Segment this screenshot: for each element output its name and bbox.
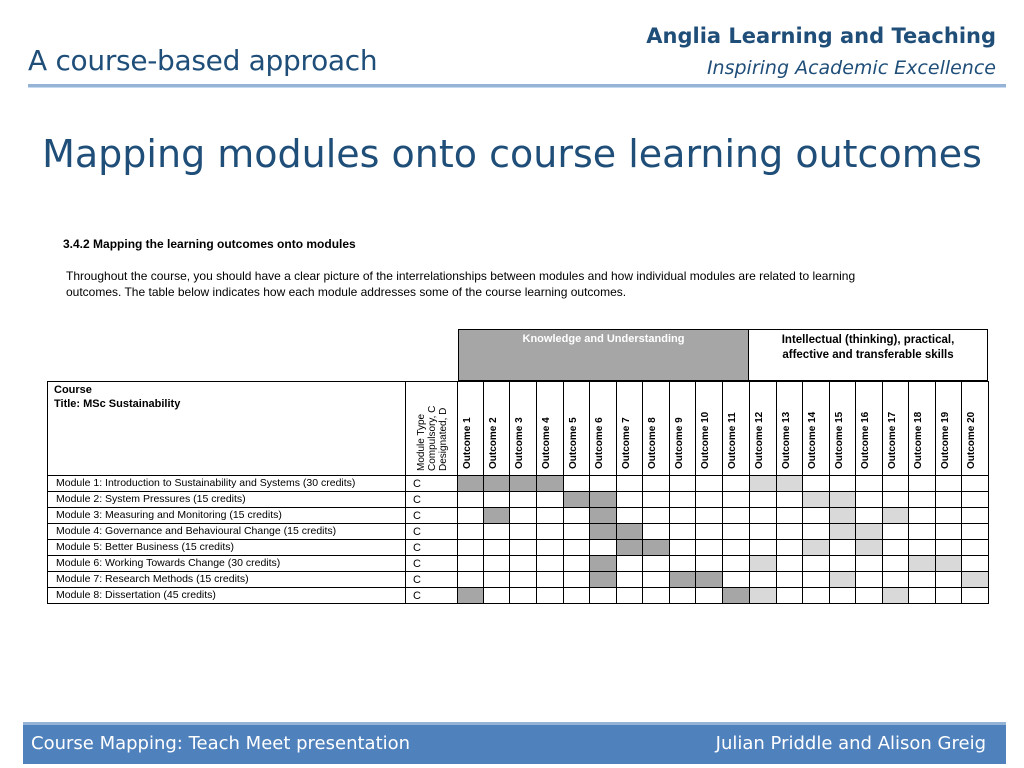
- outcome-cell: [564, 588, 590, 604]
- outcome-cell: [458, 508, 484, 524]
- outcome-cell: [537, 572, 564, 588]
- module-type: C: [406, 476, 458, 492]
- outcome-cell: [883, 572, 909, 588]
- course-title: Title: MSc Sustainability: [54, 398, 181, 410]
- outcome-cell: [537, 588, 564, 604]
- mapped-outcome-cell: [830, 508, 856, 524]
- outcome-cell: [696, 588, 723, 604]
- outcome-cell: [723, 508, 750, 524]
- outcome-cell: [484, 540, 510, 556]
- outcome-cell: [670, 476, 696, 492]
- mapped-outcome-cell: [590, 556, 617, 572]
- outcome-cell: [723, 540, 750, 556]
- outcome-cell: [617, 556, 643, 572]
- mapped-outcome-cell: [537, 476, 564, 492]
- mapped-outcome-cell: [777, 476, 803, 492]
- outcome-cell: [856, 492, 883, 508]
- footer-left-text: Course Mapping: Teach Meet presentation: [31, 733, 411, 754]
- outcome-cell: [883, 524, 909, 540]
- outcome-header-3: [510, 381, 537, 476]
- outcome-header-label: Outcome 7: [621, 417, 632, 469]
- outcome-header-2: [484, 381, 510, 476]
- mapped-outcome-cell: [643, 540, 670, 556]
- module-type: C: [406, 572, 458, 588]
- module-name: Module 5: Better Business (15 credits): [47, 540, 406, 556]
- outcome-cell: [962, 508, 989, 524]
- module-type: C: [406, 588, 458, 604]
- outcome-cell: [803, 508, 830, 524]
- outcome-header-label: Outcome 15: [834, 411, 845, 469]
- module-type: C: [406, 524, 458, 540]
- outcome-cell: [936, 476, 962, 492]
- outcome-cell: [856, 476, 883, 492]
- outcome-cell: [590, 476, 617, 492]
- outcome-cell: [537, 556, 564, 572]
- outcome-cell: [750, 492, 777, 508]
- outcome-header-label: Outcome 10: [700, 411, 711, 469]
- outcome-header-15: [830, 381, 856, 476]
- outcome-cell: [830, 588, 856, 604]
- outcome-cell: [484, 588, 510, 604]
- outcome-cell: [696, 508, 723, 524]
- outcome-header-label: Outcome 13: [781, 411, 792, 469]
- outcome-cell: [962, 556, 989, 572]
- outcome-cell: [670, 588, 696, 604]
- outcome-cell: [670, 492, 696, 508]
- mapped-outcome-cell: [458, 588, 484, 604]
- outcome-cell: [458, 572, 484, 588]
- mapped-outcome-cell: [696, 572, 723, 588]
- outcome-cell: [537, 492, 564, 508]
- outcome-cell: [670, 556, 696, 572]
- outcome-cell: [777, 524, 803, 540]
- outcome-cell: [777, 588, 803, 604]
- outcome-cell: [564, 572, 590, 588]
- mapped-outcome-cell: [830, 524, 856, 540]
- module-type: C: [406, 492, 458, 508]
- outcome-cell: [909, 508, 936, 524]
- mapped-outcome-cell: [484, 508, 510, 524]
- mapped-outcome-cell: [564, 492, 590, 508]
- outcome-cell: [510, 492, 537, 508]
- outcome-cell: [803, 588, 830, 604]
- outcome-header-label: Outcome 3: [514, 417, 525, 469]
- mapped-outcome-cell: [856, 524, 883, 540]
- outcome-header-18: [909, 381, 936, 476]
- outcome-header-17: [883, 381, 909, 476]
- outcome-cell: [643, 588, 670, 604]
- outcome-cell: [643, 476, 670, 492]
- outcome-cell: [803, 572, 830, 588]
- outcome-header-label: Outcome 1: [462, 417, 473, 469]
- module-type: C: [406, 540, 458, 556]
- outcome-cell: [962, 524, 989, 540]
- footer-right-text: Julian Priddle and Alison Greig: [715, 733, 986, 754]
- outcome-cell: [909, 524, 936, 540]
- outcome-cell: [856, 572, 883, 588]
- outcome-cell: [617, 572, 643, 588]
- module-name: Module 8: Dissertation (45 credits): [47, 588, 406, 604]
- outcome-cell: [777, 508, 803, 524]
- outcome-header-label: Outcome 9: [674, 417, 685, 469]
- outcome-cell: [909, 540, 936, 556]
- outcome-header-4: [537, 381, 564, 476]
- module-type-header-text: Module Type Compulsory, C Designated, D: [416, 405, 449, 471]
- outcome-cell: [643, 492, 670, 508]
- mapped-outcome-cell: [590, 508, 617, 524]
- outcome-cell: [564, 476, 590, 492]
- outcome-cell: [856, 508, 883, 524]
- outcome-cell: [883, 492, 909, 508]
- mapped-outcome-cell: [909, 556, 936, 572]
- footer-bar: [23, 722, 1006, 764]
- outcome-cell: [830, 556, 856, 572]
- outcome-cell: [750, 524, 777, 540]
- outcome-cell: [510, 556, 537, 572]
- mapped-outcome-cell: [590, 572, 617, 588]
- outcome-cell: [962, 540, 989, 556]
- outcome-cell: [617, 476, 643, 492]
- outcome-cell: [458, 524, 484, 540]
- outcome-cell: [750, 572, 777, 588]
- outcome-cell: [856, 588, 883, 604]
- outcome-cell: [564, 540, 590, 556]
- document-heading: 3.4.2 Mapping the learning outcomes onto modules: [63, 237, 356, 251]
- outcome-cell: [723, 524, 750, 540]
- outcome-cell: [777, 572, 803, 588]
- outcome-cell: [883, 540, 909, 556]
- outcome-cell: [723, 476, 750, 492]
- outcome-header-14: [803, 381, 830, 476]
- module-name: Module 4: Governance and Behavioural Change (15 credits): [47, 524, 406, 540]
- outcome-cell: [564, 556, 590, 572]
- mapped-outcome-cell: [803, 492, 830, 508]
- outcome-cell: [564, 524, 590, 540]
- outcome-cell: [510, 540, 537, 556]
- outcome-cell: [909, 588, 936, 604]
- outcome-header-label: Outcome 17: [887, 411, 898, 469]
- module-name: Module 6: Working Towards Change (30 credits): [47, 556, 406, 572]
- outcome-header-label: Outcome 8: [647, 417, 658, 469]
- outcome-cell: [643, 556, 670, 572]
- outcome-header-12: [750, 381, 777, 476]
- knowledge-group-header: Knowledge and Understanding: [458, 329, 749, 381]
- mapped-outcome-cell: [670, 572, 696, 588]
- outcome-cell: [962, 588, 989, 604]
- outcome-cell: [936, 572, 962, 588]
- outcome-cell: [936, 508, 962, 524]
- outcome-cell: [510, 572, 537, 588]
- outcome-cell: [723, 572, 750, 588]
- outcome-cell: [617, 492, 643, 508]
- outcome-header-5: [564, 381, 590, 476]
- brand-tagline: Inspiring Academic Excellence: [706, 57, 996, 79]
- mapped-outcome-cell: [883, 508, 909, 524]
- outcome-cell: [458, 556, 484, 572]
- mapped-outcome-cell: [590, 524, 617, 540]
- outcome-header-label: Outcome 14: [807, 411, 818, 469]
- mapped-outcome-cell: [750, 556, 777, 572]
- module-name: Module 2: System Pressures (15 credits): [47, 492, 406, 508]
- outcome-cell: [643, 524, 670, 540]
- outcome-cell: [484, 556, 510, 572]
- outcome-cell: [777, 556, 803, 572]
- outcome-cell: [670, 540, 696, 556]
- outcome-cell: [936, 588, 962, 604]
- outcome-cell: [856, 556, 883, 572]
- mapped-outcome-cell: [962, 572, 989, 588]
- brand-name: Anglia Learning and Teaching: [646, 24, 996, 48]
- outcome-cell: [962, 476, 989, 492]
- outcome-cell: [909, 572, 936, 588]
- outcome-cell: [803, 556, 830, 572]
- outcome-cell: [458, 492, 484, 508]
- outcome-cell: [750, 540, 777, 556]
- outcome-cell: [696, 476, 723, 492]
- outcome-cell: [830, 476, 856, 492]
- module-name: Module 1: Introduction to Sustainability and Systems (30 credits): [47, 476, 406, 492]
- outcome-cell: [617, 588, 643, 604]
- outcome-header-label: Outcome 5: [568, 417, 579, 469]
- outcome-header-16: [856, 381, 883, 476]
- deck-title: A course-based approach: [28, 44, 378, 77]
- outcome-cell: [777, 540, 803, 556]
- outcome-cell: [723, 492, 750, 508]
- outcome-cell: [537, 540, 564, 556]
- outcome-cell: [696, 524, 723, 540]
- outcome-cell: [564, 508, 590, 524]
- outcome-header-label: Outcome 20: [966, 411, 977, 469]
- module-name: Module 7: Research Methods (15 credits): [47, 572, 406, 588]
- outcome-cell: [723, 556, 750, 572]
- mapped-outcome-cell: [883, 588, 909, 604]
- course-label: Course: [54, 384, 92, 396]
- outcome-cell: [777, 492, 803, 508]
- slide-title: Mapping modules onto course learning outcomes: [42, 132, 982, 176]
- course-header-cell: [47, 381, 406, 476]
- outcome-header-label: Outcome 16: [860, 411, 871, 469]
- outcome-header-label: Outcome 19: [940, 411, 951, 469]
- mapped-outcome-cell: [484, 476, 510, 492]
- outcome-header-10: [696, 381, 723, 476]
- mapped-outcome-cell: [936, 556, 962, 572]
- outcome-header-8: [643, 381, 670, 476]
- outcome-cell: [696, 540, 723, 556]
- outcome-cell: [936, 540, 962, 556]
- outcome-cell: [883, 556, 909, 572]
- mapped-outcome-cell: [458, 476, 484, 492]
- outcome-cell: [803, 524, 830, 540]
- outcome-header-1: [458, 381, 484, 476]
- module-name: Module 3: Measuring and Monitoring (15 credits): [47, 508, 406, 524]
- outcome-cell: [510, 508, 537, 524]
- outcome-cell: [750, 508, 777, 524]
- mapped-outcome-cell: [617, 524, 643, 540]
- mapped-outcome-cell: [830, 492, 856, 508]
- outcome-cell: [458, 540, 484, 556]
- mapped-outcome-cell: [830, 572, 856, 588]
- outcome-cell: [484, 524, 510, 540]
- outcome-cell: [936, 524, 962, 540]
- outcome-cell: [510, 524, 537, 540]
- document-paragraph: Throughout the course, you should have a clear picture of the interrelationships between modules and how individual modules are related to learning outcomes. The table below indicates how each module addresses some of the course learning outcomes.: [66, 269, 856, 299]
- outcome-cell: [909, 492, 936, 508]
- module-type: C: [406, 508, 458, 524]
- outcome-cell: [909, 476, 936, 492]
- outcome-cell: [962, 492, 989, 508]
- outcome-cell: [484, 572, 510, 588]
- mapped-outcome-cell: [590, 492, 617, 508]
- outcome-header-label: Outcome 2: [488, 417, 499, 469]
- outcome-header-label: Outcome 11: [727, 412, 738, 469]
- outcome-cell: [643, 508, 670, 524]
- outcome-cell: [803, 476, 830, 492]
- mapped-outcome-cell: [856, 540, 883, 556]
- outcome-cell: [696, 492, 723, 508]
- skills-group-header: Intellectual (thinking), practical, affective and transferable skills: [749, 329, 988, 381]
- outcome-header-7: [617, 381, 643, 476]
- outcome-header-label: Outcome 12: [754, 411, 765, 469]
- outcome-header-label: Outcome 6: [594, 417, 605, 469]
- module-type-header: [406, 381, 458, 476]
- mapped-outcome-cell: [750, 588, 777, 604]
- outcome-header-19: [936, 381, 962, 476]
- outcome-cell: [537, 508, 564, 524]
- mapped-outcome-cell: [617, 540, 643, 556]
- outcome-cell: [643, 572, 670, 588]
- outcome-cell: [537, 524, 564, 540]
- outcome-header-label: Outcome 18: [913, 411, 924, 469]
- outcome-cell: [670, 524, 696, 540]
- mapped-outcome-cell: [510, 476, 537, 492]
- mapped-outcome-cell: [750, 476, 777, 492]
- outcome-cell: [590, 588, 617, 604]
- outcome-cell: [830, 540, 856, 556]
- outcome-header-label: Outcome 4: [541, 417, 552, 469]
- outcome-cell: [484, 492, 510, 508]
- outcome-header-9: [670, 381, 696, 476]
- outcome-cell: [617, 508, 643, 524]
- outcome-cell: [696, 556, 723, 572]
- outcome-header-20: [962, 381, 989, 476]
- outcome-header-11: [723, 381, 750, 476]
- outcome-cell: [590, 540, 617, 556]
- outcome-header-6: [590, 381, 617, 476]
- outcome-header-13: [777, 381, 803, 476]
- outcome-cell: [883, 476, 909, 492]
- outcome-cell: [510, 588, 537, 604]
- mapped-outcome-cell: [723, 588, 750, 604]
- mapped-outcome-cell: [803, 540, 830, 556]
- header-rule: [28, 84, 1006, 87]
- outcome-cell: [936, 492, 962, 508]
- module-type: C: [406, 556, 458, 572]
- outcome-cell: [670, 508, 696, 524]
